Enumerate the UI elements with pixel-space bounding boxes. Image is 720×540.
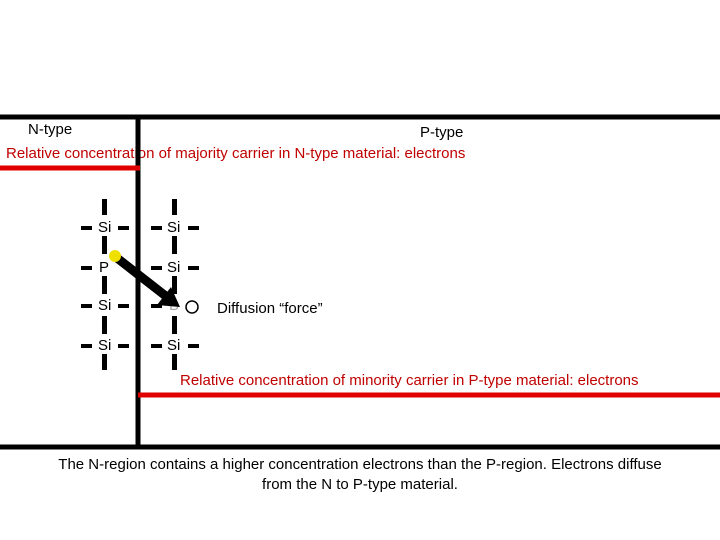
atom-label: B	[169, 297, 180, 314]
caption-line-2: from the N to P-type material.	[262, 476, 458, 493]
left-bond-h	[118, 226, 129, 230]
atom-label: Si	[98, 219, 112, 236]
right-bond-h	[188, 344, 199, 348]
right-bond-h	[151, 304, 162, 308]
right-bond-v	[172, 199, 177, 215]
minority-carrier-label: Relative concentration of minority carrier in P-type material: electrons	[180, 372, 639, 389]
hole-icon	[186, 301, 198, 313]
p-type-label: P-type	[420, 124, 464, 141]
n-type-label: N-type	[28, 121, 73, 138]
right-bond-h	[151, 344, 162, 348]
caption	[0, 455, 720, 495]
diffusion-label: Diffusion “force”	[217, 300, 323, 317]
atom-label: Si	[98, 297, 112, 314]
left-bond-v	[102, 316, 107, 334]
left-bond-v	[102, 199, 107, 215]
right-bond-v	[172, 354, 177, 370]
right-bond-v	[172, 236, 177, 254]
left-bond-v	[102, 236, 107, 254]
atom-label: Si	[167, 219, 181, 236]
atom-label: Si	[98, 337, 112, 354]
right-bond-h	[188, 226, 199, 230]
left-bond-h	[81, 304, 92, 308]
left-bond-h	[81, 266, 92, 270]
majority-carrier-label: Relative concentration of majority carrier in N-type material: electrons	[6, 145, 466, 162]
caption-line-1: The N-region contains a higher concentration electrons than the P-region. Electrons diffuse	[58, 456, 662, 473]
atom-label: Si	[167, 337, 181, 354]
electron-icon	[109, 250, 121, 262]
atom-label: P	[99, 259, 110, 276]
left-bond-h	[118, 304, 129, 308]
left-bond-h	[118, 344, 129, 348]
right-bond-v	[172, 316, 177, 334]
left-bond-h	[81, 226, 92, 230]
left-bond-h	[81, 344, 92, 348]
left-bond-v	[102, 354, 107, 370]
atom-label: Si	[167, 259, 181, 276]
right-bond-h	[151, 226, 162, 230]
right-bond-v	[172, 276, 177, 294]
right-bond-h	[151, 266, 162, 270]
left-bond-v	[102, 276, 107, 294]
right-bond-h	[188, 266, 199, 270]
